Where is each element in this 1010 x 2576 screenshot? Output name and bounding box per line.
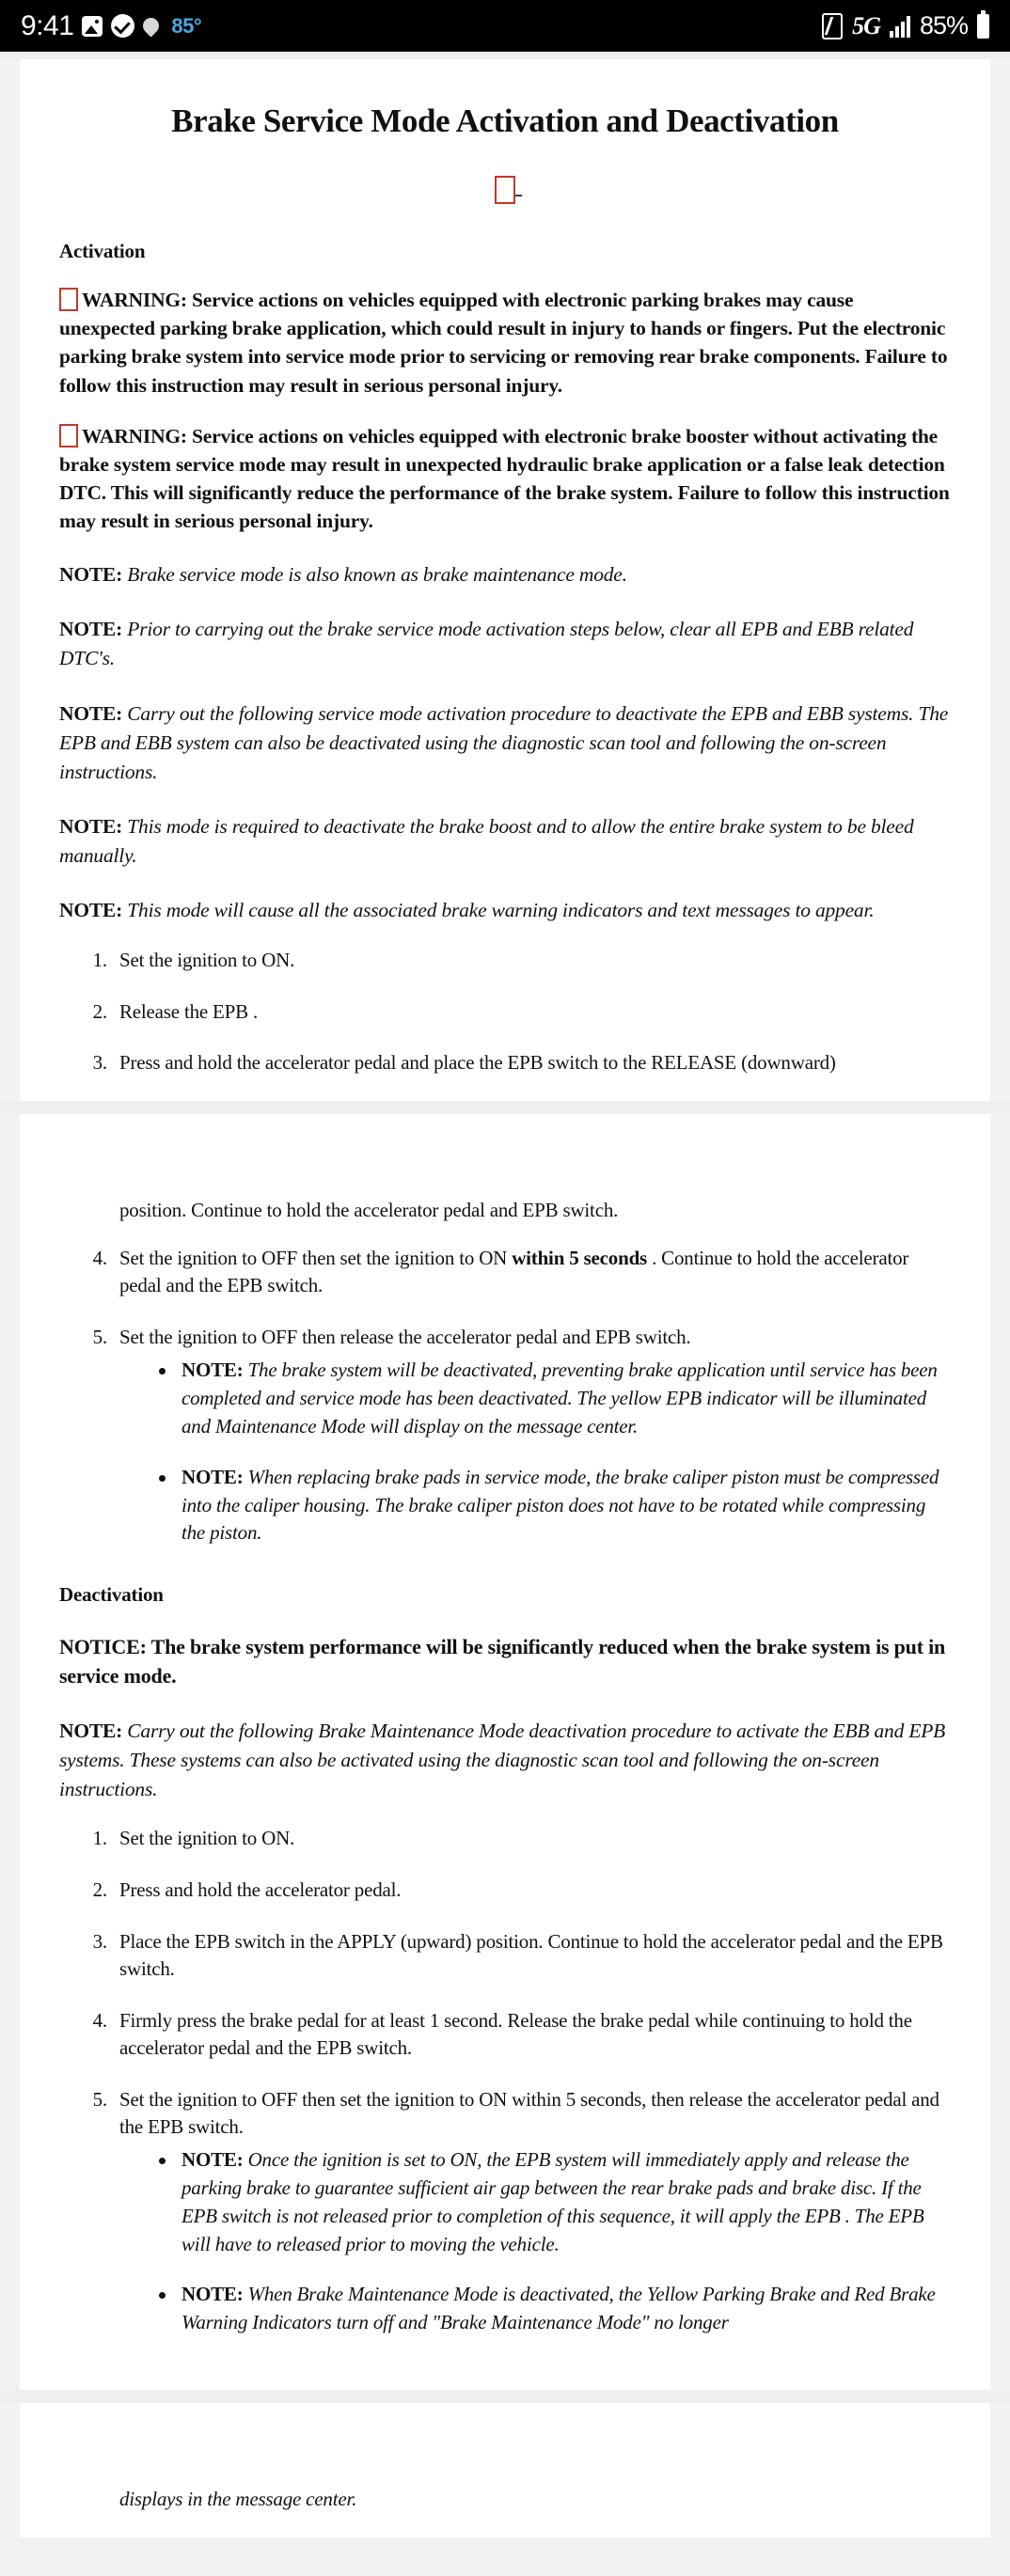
status-bar-left	[21, 10, 201, 42]
status-bar-right	[822, 11, 989, 40]
broken-image-placeholder-icon	[495, 176, 515, 204]
step-5-text: Set the ignition to OFF then release the accelerator pedal and EPB switch.	[119, 1326, 691, 1349]
list-item: 4. Firmly press the brake pedal for at least 1 second. Release the brake pedal while continuing to hold the accelerator pedal and the EPB switch.	[112, 2007, 951, 2062]
deactivation-steps-list	[59, 1825, 951, 2337]
section-heading-activation: Activation	[59, 240, 146, 263]
list-item	[157, 1464, 951, 1547]
list-item	[112, 2086, 951, 2337]
list-item	[157, 1357, 951, 1440]
check-circle-icon	[111, 14, 134, 38]
note-body: When Brake Maintenance Mode is deactivated, the Yellow Parking Brake and Red Brake Warning Indicators turn off and "Brake Maintenance Mode" no longer	[181, 2283, 936, 2334]
note-body: Brake service mode is also known as brake maintenance mode.	[127, 563, 627, 586]
list-item	[112, 1324, 951, 1547]
warning-symbol-placeholder-icon	[59, 424, 78, 448]
nfc-icon	[822, 13, 843, 39]
note-body: This mode is required to deactivate the brake boost and to allow the entire brake system to be bleed manually.	[59, 815, 914, 868]
note-body: This mode will cause all the associated brake warning indicators and text messages to appear.	[127, 899, 875, 922]
note-continuation: displays in the message center.	[119, 2487, 357, 2510]
page-gap-top	[0, 52, 1010, 59]
warning-block-2	[59, 422, 951, 535]
note-label: NOTE:	[59, 618, 123, 641]
list-item: 2. Release the EPB .	[112, 998, 951, 1026]
step-5-notes-list	[119, 1357, 951, 1547]
note-body: When replacing brake pads in service mode, the brake caliper piston must be compressed into the caliper housing. The brake caliper piston does not have to be rotated while compressing the piston.	[181, 1465, 939, 1545]
page-break-2	[0, 2390, 1010, 2403]
note-label: NOTE:	[59, 563, 123, 586]
note-label: NOTE:	[181, 1465, 244, 1488]
battery-icon	[977, 14, 989, 39]
activation-steps-list	[59, 947, 951, 1077]
note-label: NOTE:	[59, 1719, 123, 1742]
note-block	[59, 699, 951, 788]
list-item: 1. Set the ignition to ON.	[112, 1825, 951, 1852]
signal-bars-icon	[890, 15, 910, 38]
note-block	[59, 560, 951, 589]
photo-icon	[82, 16, 103, 37]
note-label: NOTE:	[59, 899, 123, 922]
note-body: Prior to carrying out the brake service mode activation steps below, clear all EPB and EBB related DTC's.	[59, 618, 914, 670]
list-item	[157, 2146, 951, 2258]
network-type-label: 5G	[852, 11, 880, 39]
list-item	[157, 2281, 951, 2337]
note-label: NOTE:	[181, 1359, 244, 1382]
warning-block-1	[59, 286, 951, 399]
note-block	[59, 896, 951, 925]
note-block	[59, 1717, 951, 1805]
note-body: Carry out the following service mode activation procedure to deactivate the EPB and EBB systems. The EPB and EBB system can also be deactivated using the diagnostic scan tool and following the on-screen instructions.	[59, 701, 949, 783]
document-page-3	[20, 2403, 990, 2537]
step-4-text-after: . Continue to hold the accelerator pedal and the EPB switch.	[119, 1247, 909, 1297]
note-body: Carry out the following Brake Maintenance Mode deactivation procedure to activate the EBB and EPB systems. These systems can also be activated using the diagnostic scan tool and following the on-screen instructions.	[59, 1719, 946, 1801]
activation-steps-list-continued	[59, 1245, 951, 1547]
section-heading-deactivation: Deactivation	[59, 1583, 164, 1607]
note-label: NOTE:	[181, 2283, 244, 2306]
deactivation-step-5-text: Set the ignition to OFF then set the ignition to ON within 5 seconds, then release the accelerator pedal and the EPB switch.	[119, 2088, 939, 2139]
step-4-bold-phrase: within 5 seconds	[512, 1247, 648, 1270]
status-bar	[0, 0, 1010, 52]
note-block	[59, 615, 951, 673]
step-3-continuation: position. Continue to hold the accelerator pedal and EPB switch.	[119, 1199, 619, 1222]
note-block	[59, 812, 951, 871]
notice-block: NOTICE: The brake system performance will be significantly reduced when the brake system is put in service mode.	[59, 1635, 946, 1688]
weather-droplet-icon	[143, 16, 163, 36]
list-item	[112, 1245, 951, 1299]
battery-percent-label: 85%	[919, 11, 968, 39]
list-item: 3. Press and hold the accelerator pedal and place the EPB switch to the RELEASE (downward)	[112, 1049, 951, 1076]
warning-text-2: WARNING: Service actions on vehicles equipped with electronic brake booster without activating the brake system service mode may result in unexpected hydraulic brake application or a false leak detection DTC. This will significantly reduce the performance of the brake system. Failure to follow this instruction may result in serious personal injury.	[59, 424, 950, 532]
note-body: The brake system will be deactivated, preventing brake application until service has been completed and service mode has been deactivated. The yellow EPB indicator will be illuminated and Maintenance Mode will display on the message center.	[181, 1359, 938, 1437]
list-item: 3. Place the EPB switch in the APPLY (upward) position. Continue to hold the accelerator pedal and the EPB switch.	[112, 1928, 951, 1983]
note-label: NOTE:	[181, 2148, 244, 2172]
warning-text-1: WARNING: Service actions on vehicles equipped with electronic parking brakes may cause unexpected parking brake application, which could result in injury to hands or fingers. Put the electronic parking brake system into service mode prior to servicing or removing rear brake components. Failure to follow this instruction may result in serious personal injury.	[59, 289, 948, 397]
note-body: Once the ignition is set to ON, the EPB system will immediately apply and release the parking brake to guarantee sufficient air gap between the rear brake pads and brake disc. If the EPB switch is not released prior to completion of this sequence, it will apply the EPB . The EPB will have to released prior to moving the vehicle.	[181, 2148, 924, 2255]
page-title: Brake Service Mode Activation and Deactivation	[171, 102, 839, 139]
document-page-1	[20, 59, 990, 1101]
warning-symbol-placeholder-icon	[59, 288, 78, 311]
note-label: NOTE:	[59, 815, 123, 839]
deactivation-step-5-notes-list	[119, 2146, 951, 2337]
list-item: 1. Set the ignition to ON.	[112, 947, 951, 974]
document-page-2	[20, 1114, 990, 2389]
step-4-text-before: Set the ignition to OFF then set the ignition to ON	[119, 1247, 513, 1270]
status-clock: 9:41	[21, 9, 74, 41]
list-item: 2. Press and hold the accelerator pedal.	[112, 1877, 951, 1904]
page-break-1	[0, 1101, 1010, 1114]
document-viewer[interactable]	[0, 52, 1010, 2537]
status-temperature: 85°	[171, 13, 202, 38]
note-label: NOTE:	[59, 701, 123, 725]
